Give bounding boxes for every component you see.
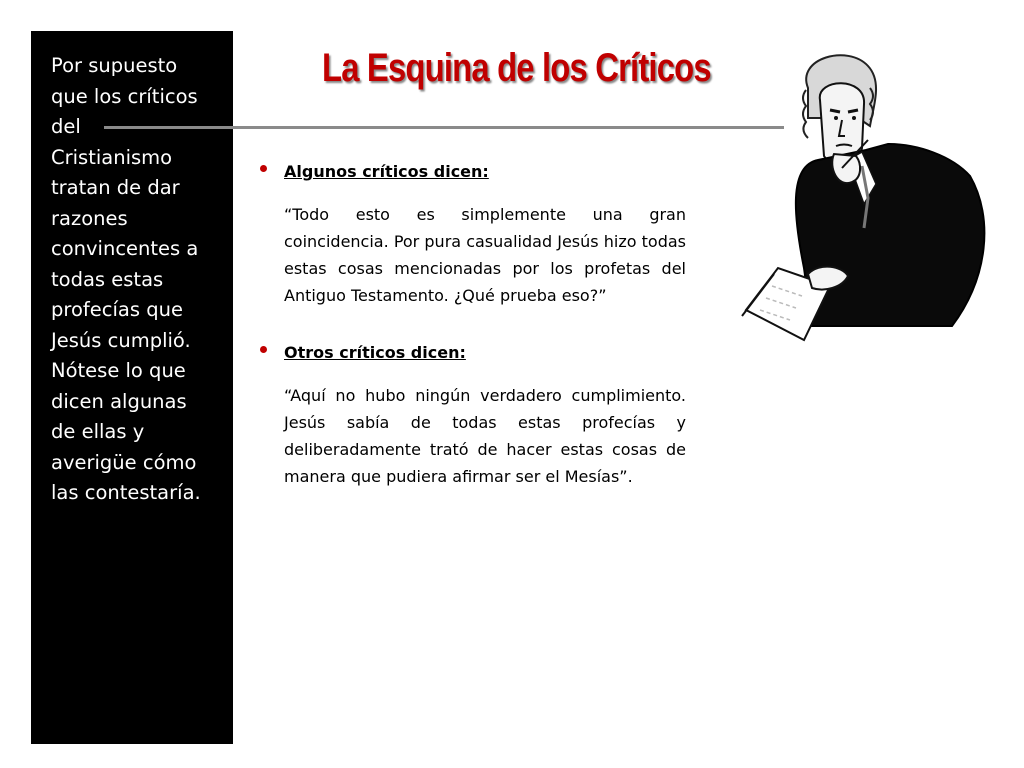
bullet-dot-icon [260, 346, 267, 353]
critic-point-1 [258, 158, 686, 185]
main-content [258, 158, 686, 490]
sidebar-panel [31, 31, 233, 744]
critic-point-1-heading: Algunos críticos dicen: [284, 162, 489, 181]
sidebar-text: Por supuesto que los críticos del Cristianismo tratan de dar razones convincentes a todas estas profecías que Jesús cumplió. Nótese lo que dicen algunas de ellas y averigüe cómo las contestaría. [51, 54, 201, 504]
critic-point-2-quote: “Aquí no hubo ningún verdadero cumplimiento. Jesús sabía de todas estas profecías y deliberadamente trató de hacer estas cosas de manera que pudiera afirmar ser el Mesías”. [284, 386, 686, 486]
critic-illustration [738, 48, 990, 348]
critic-point-2-heading: Otros críticos dicen: [284, 343, 466, 362]
slide-title: La Esquina de los Críticos [322, 46, 711, 90]
title-divider [104, 126, 784, 129]
critic-point-2 [258, 339, 686, 366]
bullet-dot-icon [260, 165, 267, 172]
critic-point-1-quote: “Todo esto es simplemente una gran coincidencia. Por pura casualidad Jesús hizo todas estas cosas mencionadas por los profetas del Antiguo Testamento. ¿Qué prueba eso?” [284, 205, 686, 305]
